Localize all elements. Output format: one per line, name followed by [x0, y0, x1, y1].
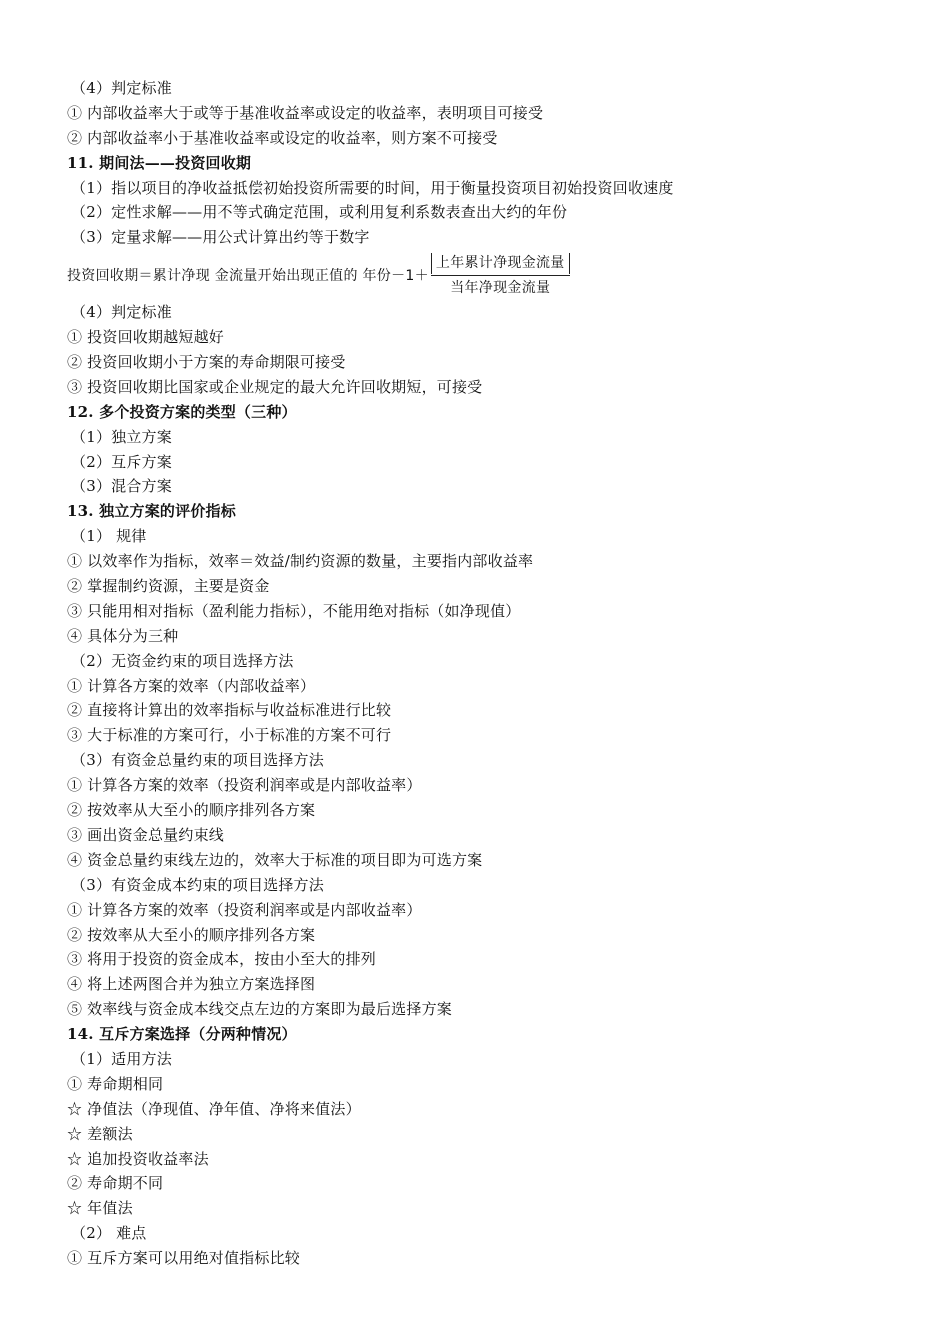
fraction-bar: [431, 275, 570, 276]
section-heading: 11. 期间法——投资回收期: [67, 153, 252, 172]
text-block-a: [67, 76, 927, 250]
subsection-line: （2）互斥方案: [71, 452, 172, 471]
list-item: ① 内部收益率大于或等于基准收益率或设定的收益率，表明项目可接受: [67, 103, 544, 122]
section-heading: 14. 互斥方案选择（分两种情况）: [67, 1025, 297, 1044]
list-item: ① 互斥方案可以用绝对值指标比较: [67, 1249, 300, 1268]
list-item: ☆ 追加投资收益率法: [67, 1149, 209, 1168]
section-heading: 13. 独立方案的评价指标: [67, 502, 236, 521]
list-item: ① 计算各方案的效率（内部收益率）: [67, 676, 316, 695]
subsection-line: （1）独立方案: [71, 427, 172, 446]
list-item: ② 内部收益率小于基准收益率或设定的收益率，则方案不可接受: [67, 128, 498, 147]
subsection-line: （3）有资金成本约束的项目选择方法: [71, 875, 324, 894]
subsection-line: （4）判定标准: [71, 303, 172, 322]
subsection-line: （3）定量求解——用公式计算出约等于数字: [71, 228, 370, 247]
list-item: ③ 大于标准的方案可行，小于标准的方案不可行: [67, 726, 392, 745]
list-item: ① 以效率作为指标，效率＝效益/制约资源的数量，主要指内部收益率: [67, 552, 534, 571]
list-item: ⑤ 效率线与资金成本线交点左边的方案即为最后选择方案: [67, 1000, 452, 1019]
list-item: ② 直接将计算出的效率指标与收益标准进行比较: [67, 701, 392, 720]
payback-period-formula: [67, 250, 927, 300]
formula-denominator: 当年净现金流量: [450, 279, 551, 296]
section-heading: 12. 多个投资方案的类型（三种）: [67, 402, 297, 421]
list-item: ③ 投资回收期比国家或企业规定的最大允许回收期短，可接受: [67, 377, 483, 396]
subsection-line: （1）适用方法: [71, 1049, 172, 1068]
subsection-line: （1） 规律: [71, 527, 147, 546]
document-body: [67, 76, 927, 1271]
list-item: ☆ 年值法: [67, 1199, 133, 1218]
list-item: ① 计算各方案的效率（投资利润率或是内部收益率）: [67, 776, 422, 795]
subsection-line: （2）定性求解——用不等式确定范围，或利用复利系数表查出大约的年份: [71, 203, 568, 222]
subsection-line: （2）无资金约束的项目选择方法: [71, 651, 294, 670]
list-item: ① 投资回收期越短越好: [67, 328, 224, 347]
formula-numerator: 上年累计净现金流量: [431, 253, 570, 274]
subsection-line: （1）指以项目的净收益抵偿初始投资所需要的时间，用于衡量投资项目初始投资回收速度: [71, 178, 674, 197]
formula-fraction: [431, 253, 570, 298]
list-item: ① 寿命期相同: [67, 1074, 164, 1093]
subsection-line: （3）有资金总量约束的项目选择方法: [71, 751, 324, 770]
subsection-line: （4）判定标准: [71, 79, 172, 97]
list-item: ③ 只能用相对指标（盈利能力指标），不能用绝对指标（如净现值）: [67, 601, 521, 620]
list-item: ④ 将上述两图合并为独立方案选择图: [67, 975, 316, 994]
list-item: ② 掌握制约资源，主要是资金: [67, 577, 270, 596]
list-item: ④ 具体分为三种: [67, 626, 179, 645]
list-item: ② 按效率从大至小的顺序排列各方案: [67, 801, 316, 820]
subsection-line: （2） 难点: [71, 1224, 147, 1243]
text-block-b: [67, 300, 927, 1271]
list-item: ☆ 差额法: [67, 1124, 133, 1143]
list-item: ② 按效率从大至小的顺序排列各方案: [67, 925, 316, 944]
list-item: ☆ 净值法（净现值、净年值、净将来值法）: [67, 1099, 361, 1118]
list-item: ① 计算各方案的效率（投资利润率或是内部收益率）: [67, 900, 422, 919]
list-item: ③ 画出资金总量约束线: [67, 825, 224, 844]
list-item: ② 投资回收期小于方案的寿命期限可接受: [67, 353, 346, 372]
formula-lhs: 投资回收期＝累计净现 金流量开始出现正值的 年份－1＋: [67, 268, 429, 285]
list-item: ④ 资金总量约束线左边的，效率大于标准的项目即为可选方案: [67, 850, 483, 869]
list-item: ② 寿命期不同: [67, 1174, 164, 1193]
subsection-line: （3）混合方案: [71, 477, 172, 496]
list-item: ③ 将用于投资的资金成本，按由小至大的排列: [67, 950, 376, 969]
